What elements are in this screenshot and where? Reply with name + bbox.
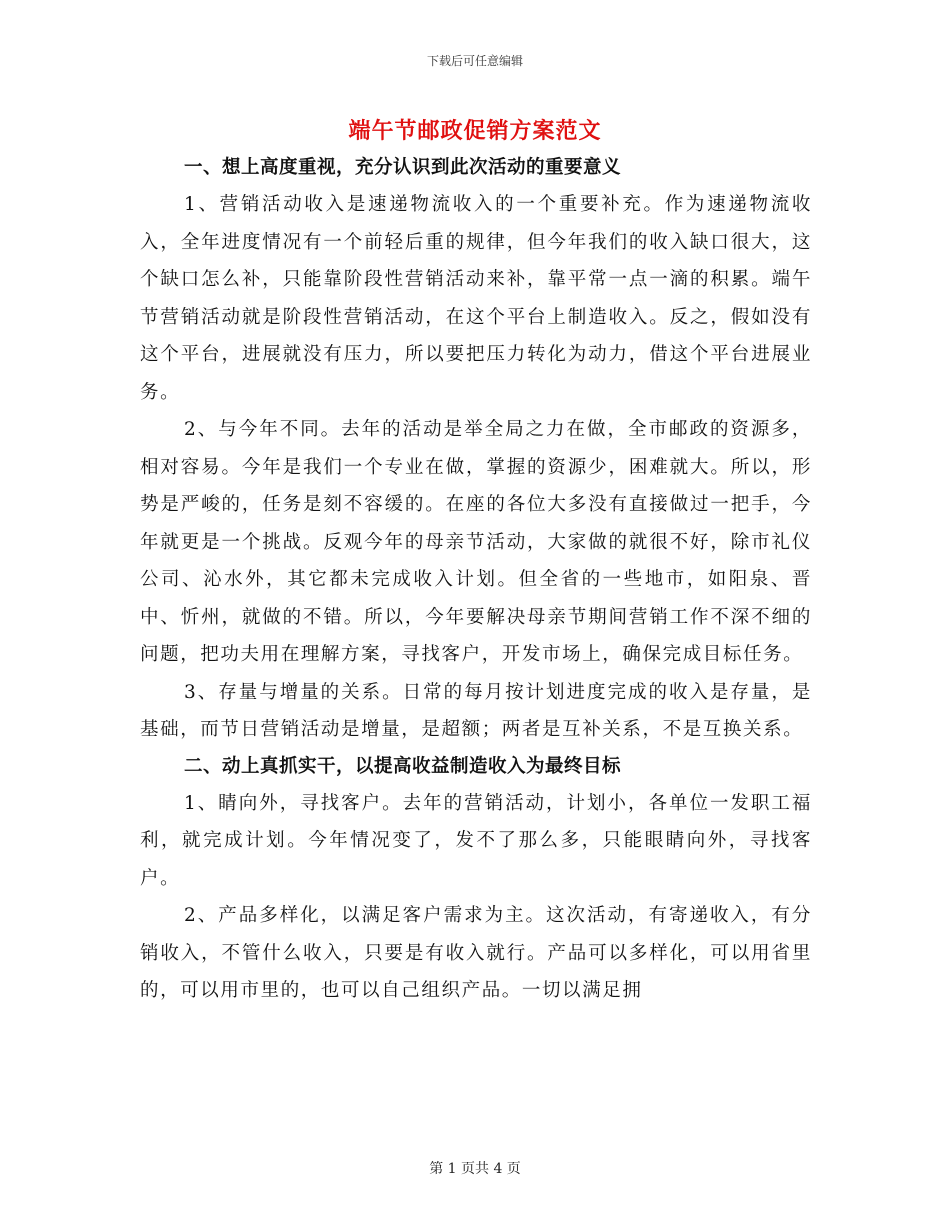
section-heading-1: 一、想上高度重视，充分认识到此次活动的重要意义	[184, 157, 622, 178]
document-body	[140, 150, 812, 1010]
paragraph-2-2: 2、产品多样化，以满足客户需求为主。这次活动，有寄递收入，有分销收入，不管什么收入，只要是有收入就行。产品可以多样化，可以用省里的，可以用市里的，也可以自己组织产品。一切以满足拥	[140, 905, 812, 1001]
paragraph-1-3: 3、存量与增量的关系。日常的每月按计划进度完成的收入是存量，是基础，而节日营销活动是增量，是超额；两者是互补关系，不是互换关系。	[140, 681, 812, 740]
document-title: 端午节邮政促销方案范文	[348, 118, 602, 144]
page-footer: 第 1 页共 4 页	[429, 1161, 521, 1177]
paragraph-1-2: 2、与今年不同。去年的活动是举全局之力在做，全市邮政的资源多，相对容易。今年是我们一个专业在做，掌握的资源少，困难就大。所以，形势是严峻的，任务是刻不容缓的。在座的各位大多没有直接做过一把手，今年就更是一个挑战。反观今年的母亲节活动，大家做的就很不好，除市礼仪公司、沁水外，其它都未完成收入计划。但全省的一些地市，如阳泉、晋中、忻州，就做的不错。所以，今年要解决母亲节期间营销工作不深不细的问题，把功夫用在理解方案，寻找客户，开发市场上，确保完成目标任务。	[140, 419, 812, 665]
paragraph-2-1: 1、睛向外，寻找客户。去年的营销活动，计划小，各单位一发职工福利，就完成计划。今年情况变了，发不了那么多，只能眼睛向外，寻找客户。	[140, 792, 812, 889]
page-header: 下载后可任意编辑	[426, 54, 523, 68]
section-heading-2: 二、动上真抓实干，以提高收益制造收入为最终目标	[184, 755, 622, 777]
paragraph-1-1: 1、营销活动收入是速递物流收入的一个重要补充。作为速递物流收入，全年进度情况有一个前轻后重的规律，但今年我们的收入缺口很大，这个缺口怎么补，只能靠阶段性营销活动来补，靠平常一点一滴的积累。端午节营销活动就是阶段性营销活动，在这个平台上制造收入。反之，假如没有这个平台，进展就没有压力，所以要把压力转化为动力，借这个平台进展业务。	[140, 194, 812, 403]
